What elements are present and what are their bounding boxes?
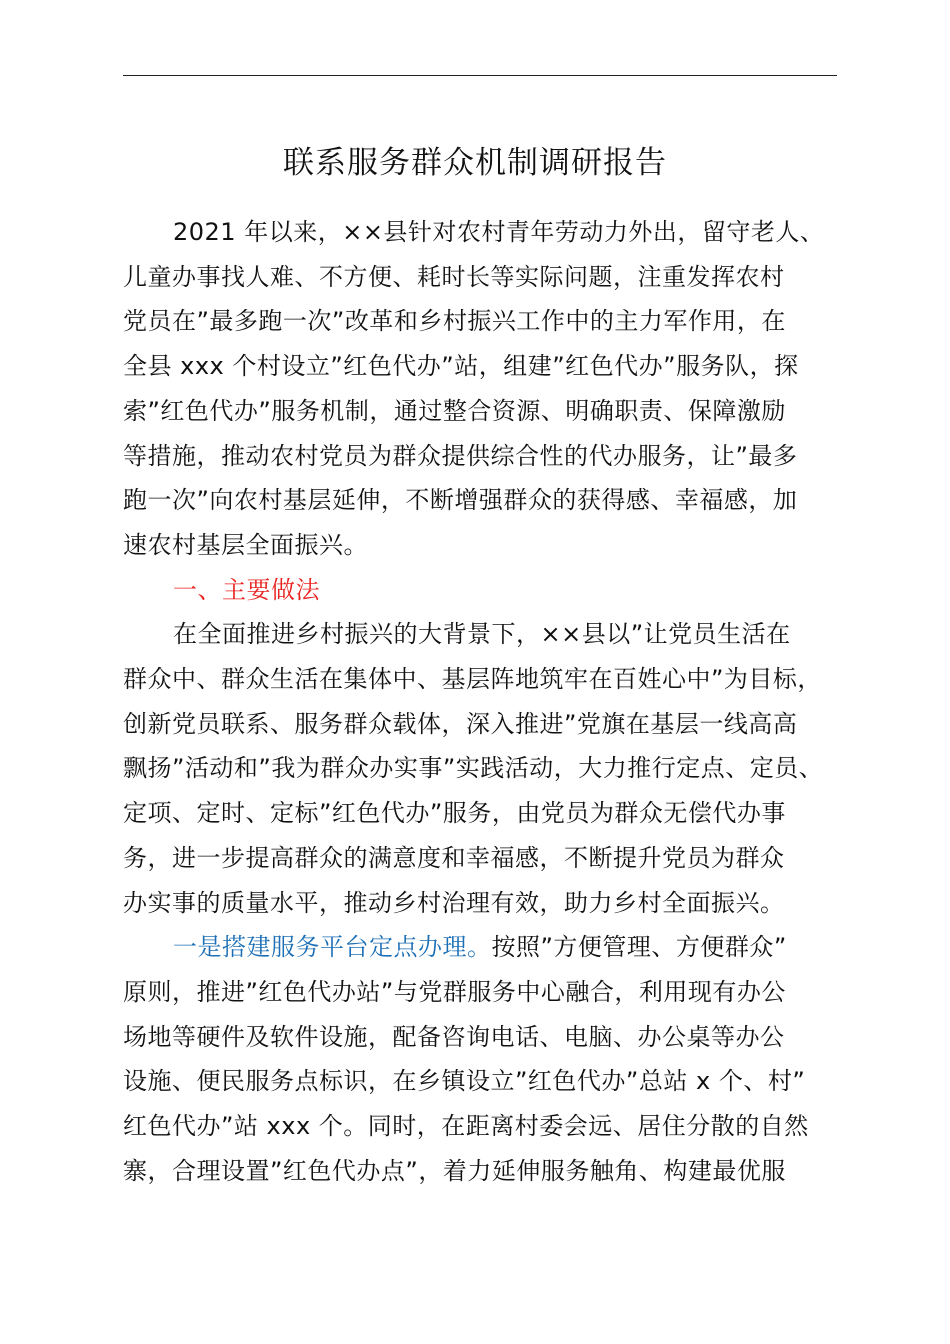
text-line: 儿童办事找人难、不方便、耗时长等实际问题，注重发挥农村 <box>123 262 785 291</box>
header-rule <box>123 75 837 76</box>
text-line: 务，进一步提高群众的满意度和幸福感，不断提升党员为群众 <box>123 843 785 872</box>
text-line: 索”红色代办”服务机制，通过整合资源、明确职责、保障激励 <box>123 396 786 425</box>
section-heading <box>123 568 837 613</box>
document-body <box>123 210 837 1193</box>
text-line: 全县 xxx 个村设立”红色代办”站，组建”红色代办”服务队，探 <box>123 352 799 381</box>
text-line: 飘扬”活动和”我为群众办实事”实践活动，大力推行定点、定员、 <box>123 754 824 783</box>
paragraph-practice <box>123 612 837 925</box>
text-line: 寨，合理设置”红色代办点”，着力延伸服务触角、构建最优服 <box>123 1156 786 1185</box>
text-line: 设施、便民服务点标识，在乡镇设立”红色代办”总站 x 个、村” <box>123 1067 806 1096</box>
text-line: 办实事的质量水平，推动乡村治理有效，助力乡村全面振兴。 <box>123 888 785 917</box>
subsection-lead-rest: 按照”方便管理、方便群众” <box>491 933 787 962</box>
text-line: 原则，推进”红色代办站”与党群服务中心融合，利用现有办公 <box>123 977 786 1006</box>
text-line: 场地等硬件及软件设施，配备咨询电话、电脑、办公桌等办公 <box>123 1022 785 1051</box>
paragraph-intro <box>123 210 837 568</box>
text-line: 等措施，推动农村党员为群众提供综合性的代办服务，让”最多 <box>123 441 798 470</box>
text-line: 定项、定时、定标”红色代办”服务，由党员为群众无偿代办事 <box>123 799 786 828</box>
text-line: 跑一次”向农村基层延伸，不断增强群众的获得感、幸福感，加 <box>123 486 798 515</box>
text-line: 速农村基层全面振兴。 <box>123 530 368 559</box>
section-heading-text: 一、主要做法 <box>173 575 320 604</box>
text-line: 在全面推进乡村振兴的大背景下，××县以”让党员生活在 <box>173 620 791 649</box>
text-line: 党员在”最多跑一次”改革和乡村振兴工作中的主力军作用，在 <box>123 307 786 336</box>
text-line: 创新党员联系、服务群众载体，深入推进”党旗在基层一线高高 <box>123 709 798 738</box>
subsection-lead: 一是搭建服务平台定点办理。 <box>173 933 492 962</box>
document-title: 联系服务群众机制调研报告 <box>283 145 667 181</box>
paragraph-platform <box>123 925 837 1193</box>
text-line: 群众中、群众生活在集体中、基层阵地筑牢在百姓心中”为目标， <box>123 665 822 694</box>
text-line <box>123 925 837 970</box>
text-line: 红色代办”站 xxx 个。同时，在距离村委会远、居住分散的自然 <box>123 1112 809 1141</box>
text-line: 2021 年以来，××县针对农村青年劳动力外出，留守老人、 <box>173 218 825 246</box>
